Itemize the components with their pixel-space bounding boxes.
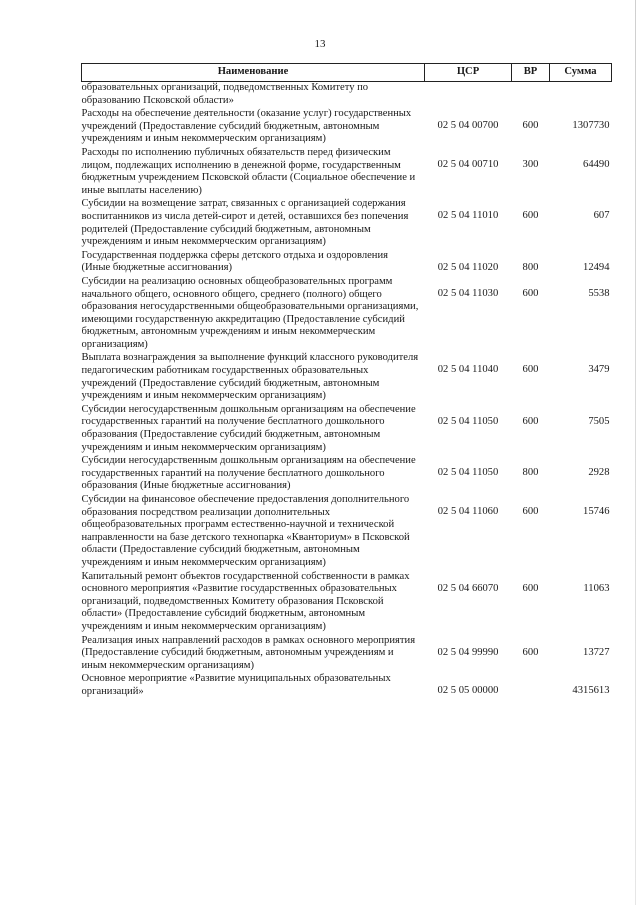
scan-edge-line (635, 0, 636, 905)
row-sum: 15746 (583, 506, 610, 517)
row-name: Расходы на обеспечение деятельности (оказание услуг) государственных учреждений (Предоставление субсидий бюджетным, автономным учреждениям и иным некоммерческим организациям) (81, 108, 412, 145)
row-name: Основное мероприятие «Развитие муниципальных образовательных организаций» (81, 673, 391, 697)
row-csr: 02 5 04 11020 (437, 261, 499, 273)
header-name: Наименование (82, 64, 425, 82)
table-row (82, 82, 612, 109)
header-sum: Сумма (550, 64, 612, 82)
page-number: 13 (314, 38, 326, 50)
row-csr: 02 5 04 11050 (437, 467, 499, 479)
table-row (82, 404, 612, 455)
row-name: Расходы по исполнению публичных обязательств перед физическим лицом, подлежащих исполнению в денежной форме, государственным бюджетным учреждением Псковской области (Социальное обеспечение и иные выплаты населению) (81, 146, 416, 196)
row-csr: 02 5 04 00710 (437, 158, 499, 170)
table-row (82, 455, 612, 494)
row-sum: 607 (593, 210, 610, 222)
table-row (82, 673, 612, 699)
header-vr: ВР (512, 64, 550, 82)
budget-table (81, 63, 612, 700)
row-name: Государственная поддержка сферы детского отдыха и оздоровления (Иные бюджетные ассигнования) (81, 249, 389, 274)
row-vr: 800 (522, 467, 539, 479)
table-header-row (82, 64, 612, 82)
row-name: Субсидии на финансовое обеспечение предоставления дополнительного образования посредством реализации дополнительных общеобразовательных программ естественно-научной и технической направленности на базе детского технопарка «Кванториум» в Псковской области (Предоставление субсидий бюджетным, автономным учреждениям и иным некоммерческим организациям) (81, 494, 410, 568)
row-vr (512, 673, 550, 699)
row-csr: 02 5 05 00000 (437, 685, 499, 697)
row-name: Капитальный ремонт объектов государственной собственности в рамках основного мероприятия «Развитие государственных образовательных организаций, подведомственных Комитету образования Псковской области» (Предоставление субсидий бюджетным, автономным учреждениям и иным некоммерческим организациям) (81, 570, 410, 632)
row-name: Субсидии на реализацию основных общеобразовательных программ начального общего, основного общего, среднего (полного) общего образования негосударственными общеобразовательными организациями, имеющими государственную аккредитацию (Предоставление субсидий бюджетным, автономным учреждениям и иным некоммерческим организациям) (81, 275, 419, 350)
row-csr: 02 5 04 11040 (437, 364, 499, 376)
row-vr: 600 (522, 287, 539, 299)
row-sum: 64490 (583, 158, 610, 170)
table-row (82, 276, 612, 353)
row-name: Субсидии на возмещение затрат, связанных с организацией содержания воспитанников из числа детей-сирот и детей, оставшихся без попечения родителей (Предоставление субсидий бюджетным, автономным учреждениям и иным некоммерческим организациям) (81, 198, 409, 248)
row-vr: 600 (522, 646, 539, 658)
row-vr: 300 (522, 158, 539, 170)
row-sum: 2928 (588, 467, 610, 479)
row-vr: 600 (522, 120, 539, 132)
table-row (82, 494, 612, 571)
row-vr: 600 (522, 506, 539, 517)
table-row (82, 147, 612, 198)
table-row (82, 635, 612, 674)
row-name: Выплата вознаграждения за выполнение функций классного руководителя педагогическим работникам государственных образовательных учреждений (Предоставление субсидий бюджетным, автономным учреждениям и иным некоммерческим организациям) (81, 352, 419, 402)
table-row (82, 571, 612, 635)
table-row (82, 250, 612, 276)
row-vr: 800 (522, 261, 539, 273)
row-csr: 02 5 04 66070 (437, 582, 499, 594)
row-sum: 3479 (588, 364, 610, 376)
row-csr: 02 5 04 11030 (437, 287, 499, 299)
row-vr: 600 (522, 582, 539, 594)
row-csr: 02 5 04 11010 (437, 210, 499, 222)
row-csr: 02 5 04 00700 (437, 120, 499, 132)
row-vr (512, 82, 550, 109)
row-csr: 02 5 04 11050 (437, 415, 499, 427)
row-sum: 11063 (583, 582, 610, 594)
row-name: Субсидии негосударственным дошкольным организациям на обеспечение государственных гарантий на получение бесплатного дошкольного образования (Иные бюджетные ассигнования) (81, 455, 416, 492)
table-row (82, 198, 612, 249)
table-row (82, 352, 612, 403)
row-csr (425, 82, 512, 109)
row-csr: 02 5 04 11060 (437, 506, 499, 517)
row-csr: 02 5 04 99990 (437, 646, 499, 658)
row-sum: 1307730 (572, 120, 610, 132)
row-name: образовательных организаций, подведомственных Комитету по образованию Псковской области» (81, 82, 369, 106)
row-name: Реализация иных направлений расходов в рамках основного мероприятия (Предоставление субсидий бюджетным, автономным учреждениям и иным некоммерческим организациям) (81, 634, 416, 671)
row-vr: 600 (522, 415, 539, 427)
row-vr: 600 (522, 210, 539, 222)
row-sum: 5538 (588, 287, 610, 299)
header-csr: ЦСР (425, 64, 512, 82)
row-sum: 4315613 (572, 685, 610, 697)
row-sum: 13727 (583, 646, 610, 658)
row-sum: 7505 (588, 415, 610, 427)
table-row (82, 108, 612, 147)
row-sum (550, 82, 612, 109)
row-vr: 600 (522, 364, 539, 376)
row-name: Субсидии негосударственным дошкольным организациям на обеспечение государственных гарантий на получение бесплатного дошкольного образования (Предоставление субсидий бюджетным, автономным учреждениям и иным некоммерческим организациям) (81, 403, 416, 453)
row-sum: 12494 (583, 261, 610, 273)
